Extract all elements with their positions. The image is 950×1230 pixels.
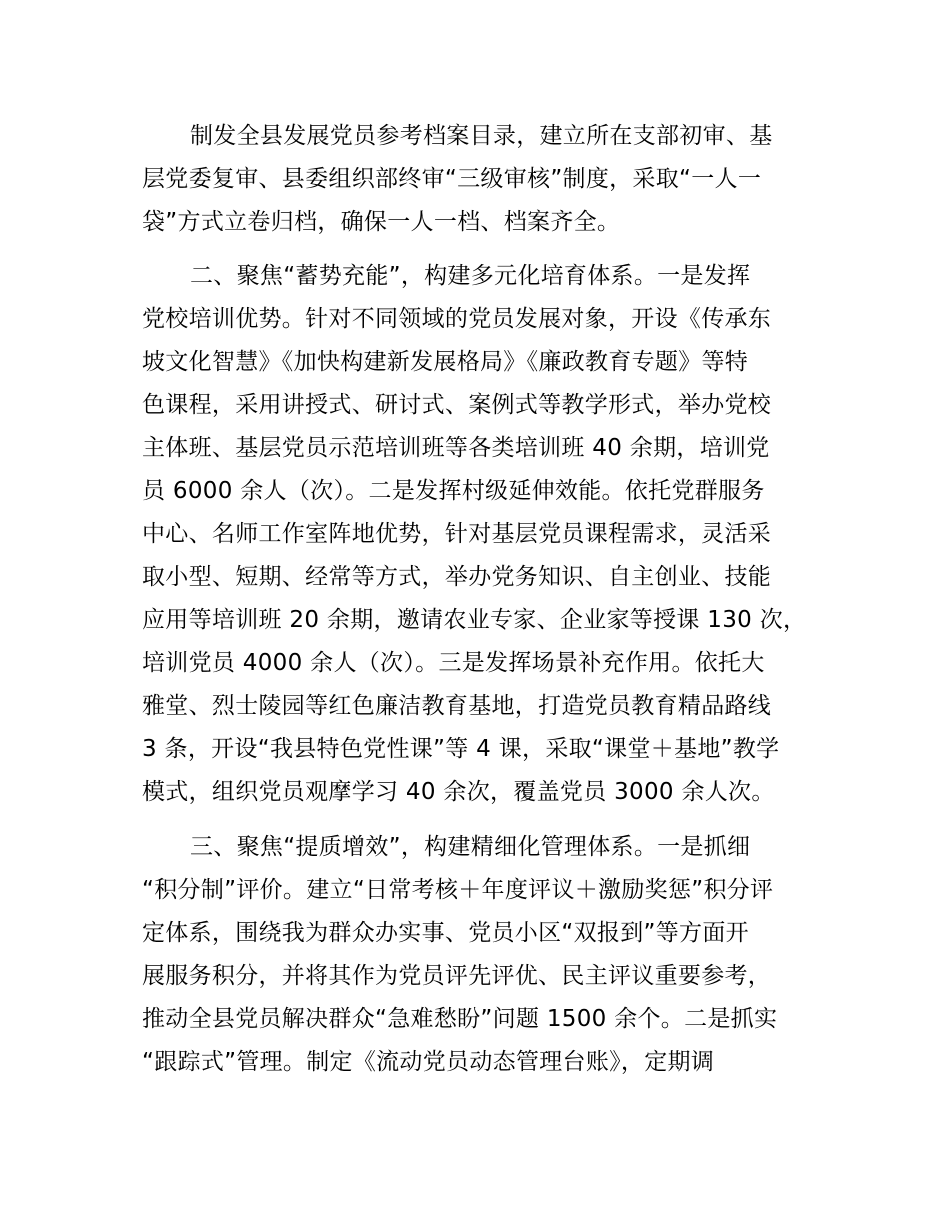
text-line: 党校培训优势。针对不同领域的党员发展对象，开设《传承东 — [142, 306, 772, 332]
text-line: 袋”方式立卷归档，确保一人一档、档案齐全。 — [142, 209, 621, 235]
text-line: 定体系，围绕我为群众办实事、党员小区“双报到”等方面开 — [142, 920, 749, 946]
text-line: 主体班、基层党员示范培训班等各类培训班 40 余期，培训党 — [142, 435, 770, 461]
text-line: 雅堂、烈士陵园等红色廉洁教育基地，打造党员教育精品路线 — [142, 693, 772, 719]
text-line: “跟踪式”管理。制定《流动党员动态管理台账》，定期调 — [142, 1049, 715, 1075]
text-line: 坡文化智慧》《加快构建新发展格局》《廉政教育专题》等特 — [142, 349, 749, 375]
text-line: 3 条，开设“我县特色党性课”等 4 课，采取“课堂＋基地”教学 — [142, 736, 780, 762]
text-line: 层党委复审、县委组织部终审“三级审核”制度，采取“一人一 — [142, 166, 762, 192]
text-line: 展服务积分，并将其作为党员评先评优、民主评议重要参考， — [142, 963, 772, 989]
text-line: 中心、名师工作室阵地优势，针对基层党员课程需求，灵活采 — [142, 521, 772, 547]
text-line: 员 6000 余人（次）。二是发挥村级延伸效能。依托党群服务 — [142, 478, 765, 504]
text-line: 制发全县发展党员参考档案目录，建立所在支部初审、基 — [190, 123, 773, 149]
text-line: 色课程，采用讲授式、研讨式、案例式等教学形式，举办党校 — [142, 392, 772, 418]
text-line: 应用等培训班 20 余期，邀请农业专家、企业家等授课 130 次， — [142, 607, 807, 633]
text-line: 取小型、短期、经常等方式，举办党务知识、自主创业、技能 — [142, 564, 772, 590]
text-line: “积分制”评价。建立“日常考核＋年度评议＋激励奖惩”积分评 — [142, 877, 774, 903]
text-line: 三、聚焦“提质增效”，构建精细化管理体系。一是抓细 — [190, 834, 751, 860]
text-line: 二、聚焦“蓄势充能”，构建多元化培育体系。一是发挥 — [190, 263, 751, 289]
text-line: 模式，组织党员观摩学习 40 余次，覆盖党员 3000 余人次。 — [142, 779, 775, 805]
text-line: 培训党员 4000 余人（次）。三是发挥场景补充作用。依托大 — [142, 650, 765, 676]
text-line: 推动全县党员解决群众“急难愁盼”问题 1500 余个。二是抓实 — [142, 1006, 778, 1032]
